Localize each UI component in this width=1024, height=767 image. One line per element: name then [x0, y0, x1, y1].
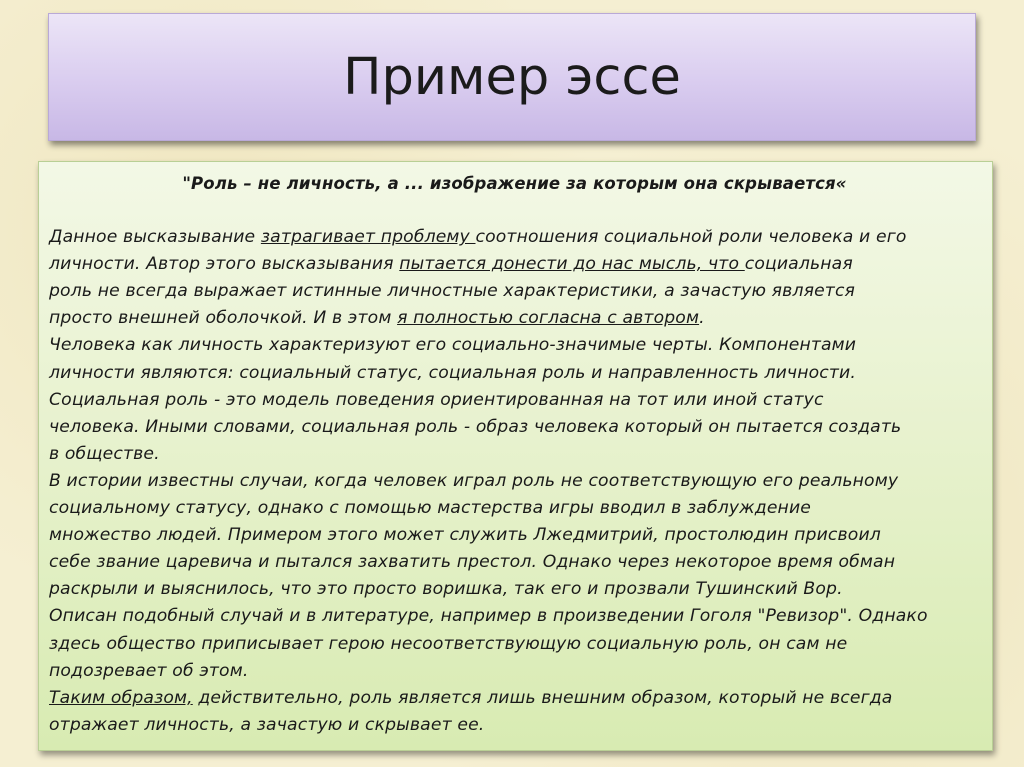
essay-line: Данное высказывание затрагивает проблему соотношения социальной роли человека и его	[49, 227, 907, 248]
essay-line: себе звание царевича и пытался захватить престол. Однако через некоторое время обман	[49, 552, 896, 573]
underlined-phrase: затрагивает проблему	[260, 227, 476, 248]
essay-line: Социальная роль - это модель поведения ориентированная на тот или иной статус	[49, 389, 824, 410]
essay-line: подозревает об этом.	[49, 660, 249, 681]
essay-line: личности. Автор этого высказывания пытается донести до нас мысль, что социальная	[49, 254, 853, 275]
slide-title-box	[48, 13, 976, 141]
essay-line: здесь общество приписывает герою несоответствующую социальную роль, он сам не	[49, 633, 848, 654]
essay-line: роль не всегда выражает истинные личностные характеристики, а зачастую является	[49, 281, 856, 302]
underlined-phrase: Таким образом,	[49, 687, 193, 708]
essay-line: Таким образом, действительно, роль является лишь внешним образом, который не всегда	[49, 687, 893, 708]
essay-line: отражает личность, а зачастую и скрывает ее.	[49, 714, 485, 735]
underlined-phrase: пытается донести до нас мысль, что	[399, 254, 745, 275]
essay-line: социальному статусу, однако с помощью мастерства игры вводил в заблуждение	[49, 498, 811, 519]
essay-line: человека. Иными словами, социальная роль - образ человека который он пытается создать	[49, 416, 902, 437]
essay-quote: "Роль – не личность, а ... изображение за которым она скрывается«	[182, 174, 847, 193]
essay-line: личности являются: социальный статус, социальная роль и направленность личности.	[49, 362, 856, 383]
essay-line: множество людей. Примером этого может служить Лжедмитрий, простолюдин присвоил	[49, 525, 881, 546]
slide-title: Пример эссе	[343, 47, 681, 107]
essay-text-box	[38, 161, 993, 751]
essay-line: Человека как личность характеризуют его социально-значимые черты. Компонентами	[49, 335, 857, 356]
essay-line: в обществе.	[49, 443, 160, 464]
blank-line	[49, 197, 980, 224]
essay-line: Описан подобный случай и в литературе, например в произведении Гоголя "Ревизор". Однако	[49, 606, 928, 627]
essay-line: раскрыли и выяснилось, что это просто воришка, так его и прозвали Тушинский Вор.	[49, 579, 843, 600]
essay-body	[49, 224, 980, 739]
essay-line: просто внешней оболочкой. И в этом я полностью согласна с автором.	[49, 308, 705, 329]
essay-line: В истории известны случаи, когда человек играл роль не соответствующую его реальному	[49, 470, 899, 491]
underlined-phrase: я полностью согласна с автором	[397, 308, 700, 329]
